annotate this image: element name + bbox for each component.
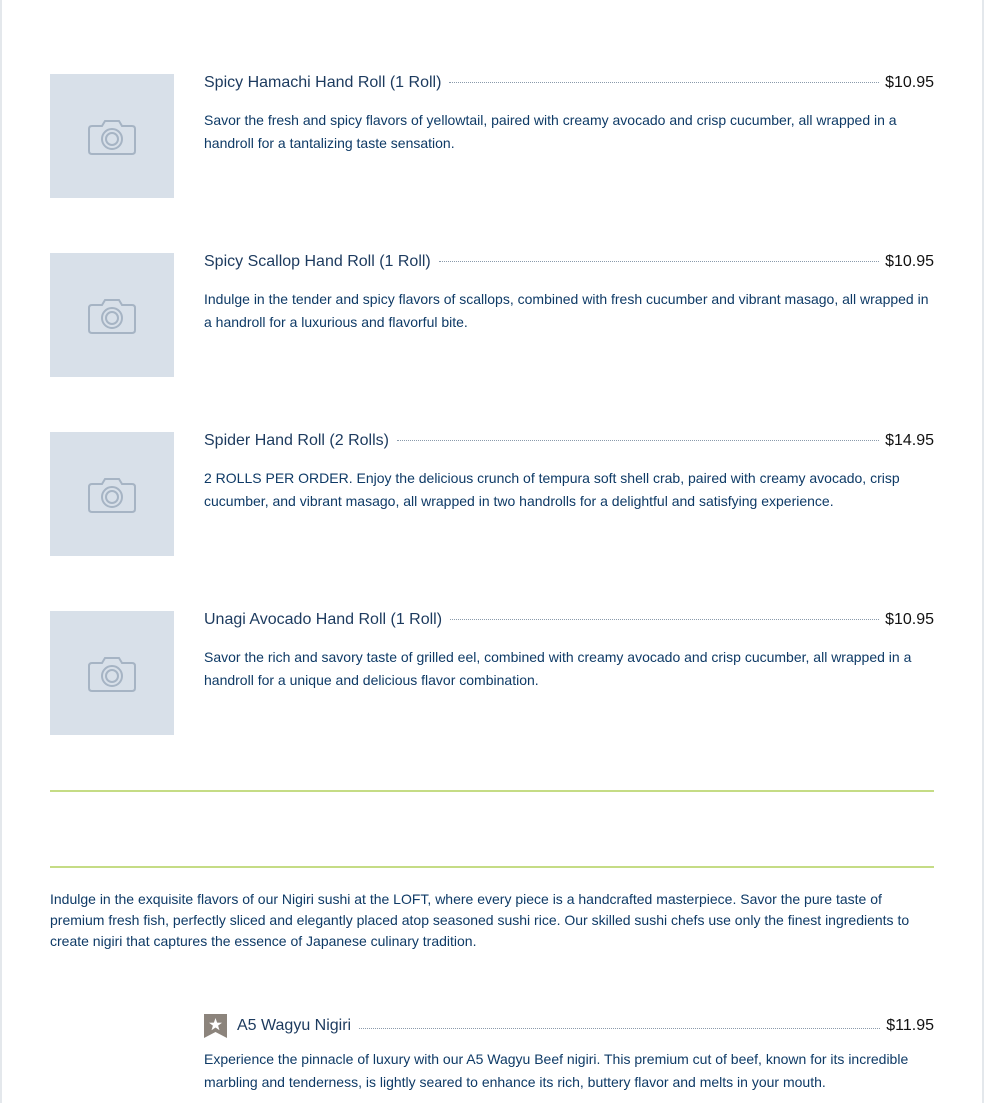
star-badge-icon <box>204 1014 227 1038</box>
item-price: $10.95 <box>885 611 934 628</box>
item-title-row <box>204 253 934 277</box>
menu-item-featured[interactable] <box>204 1013 934 1094</box>
item-details <box>204 74 934 155</box>
page-border-left <box>0 0 2 1103</box>
menu-item[interactable] <box>50 74 934 198</box>
menu-item[interactable] <box>50 432 934 556</box>
item-image-placeholder[interactable] <box>50 432 174 556</box>
dot-leader <box>359 1028 880 1029</box>
item-title-row <box>204 1013 934 1039</box>
item-price: $14.95 <box>885 432 934 449</box>
item-description: Indulge in the tender and spicy flavors of scallops, combined with fresh cucumber and vibrant masago, all wrapped in a handroll for a luxurious and flavorful bite. <box>204 291 929 330</box>
item-description: 2 ROLLS PER ORDER. Enjoy the delicious crunch of tempura soft shell crab, paired with creamy avocado, crisp cucumber, and vibrant masago, all wrapped in two handrolls for a delightful and satisfying experience. <box>204 470 900 509</box>
item-title-row <box>204 611 934 635</box>
item-title-row <box>204 74 934 98</box>
hand-roll-list <box>50 74 934 790</box>
item-price: $11.95 <box>886 1017 934 1034</box>
item-price: $10.95 <box>885 253 934 270</box>
dot-leader <box>397 440 879 441</box>
menu-item[interactable] <box>50 253 934 377</box>
item-details <box>204 432 934 513</box>
dot-leader <box>450 619 879 620</box>
item-details <box>204 253 934 334</box>
item-price: $10.95 <box>885 74 934 91</box>
section-divider-top <box>50 790 934 792</box>
item-name[interactable]: Spicy Hamachi Hand Roll (1 Roll) <box>204 74 442 91</box>
dot-leader <box>449 82 879 83</box>
item-title-row <box>204 432 934 456</box>
camera-icon <box>87 474 137 514</box>
item-description: Experience the pinnacle of luxury with our A5 Wagyu Beef nigiri. This premium cut of beef, known for its incredible marbling and tenderness, is lightly seared to enhance its rich, buttery flavor and melts in your mouth. <box>204 1051 909 1090</box>
item-name[interactable]: Spider Hand Roll (2 Rolls) <box>204 432 389 449</box>
camera-icon <box>87 653 137 693</box>
camera-icon <box>87 295 137 335</box>
camera-icon <box>87 116 137 156</box>
item-name[interactable]: Spicy Scallop Hand Roll (1 Roll) <box>204 253 431 270</box>
item-image-placeholder[interactable] <box>50 74 174 198</box>
dot-leader <box>439 261 879 262</box>
item-image-placeholder[interactable] <box>50 611 174 735</box>
item-description: Savor the fresh and spicy flavors of yellowtail, paired with creamy avocado and crisp cucumber, all wrapped in a handroll for a tantalizing taste sensation. <box>204 112 897 151</box>
nigiri-section-intro: Indulge in the exquisite flavors of our Nigiri sushi at the LOFT, where every piece is a handcrafted masterpiece. Savor the pure taste of premium fresh fish, perfectly sliced and elegantly placed atop seasoned sushi rice. Our skilled sushi chefs use only the finest ingredients to create nigiri that captures the essence of Japanese culinary tradition. <box>50 891 910 949</box>
item-image-placeholder[interactable] <box>50 253 174 377</box>
item-name[interactable]: A5 Wagyu Nigiri <box>237 1017 352 1034</box>
menu-item[interactable] <box>50 611 934 735</box>
item-description: Savor the rich and savory taste of grilled eel, combined with creamy avocado and crisp cucumber, all wrapped in a handroll for a unique and delicious flavor combination. <box>204 649 912 688</box>
item-details <box>204 611 934 692</box>
item-name[interactable]: Unagi Avocado Hand Roll (1 Roll) <box>204 611 443 628</box>
section-divider-bottom <box>50 866 934 868</box>
